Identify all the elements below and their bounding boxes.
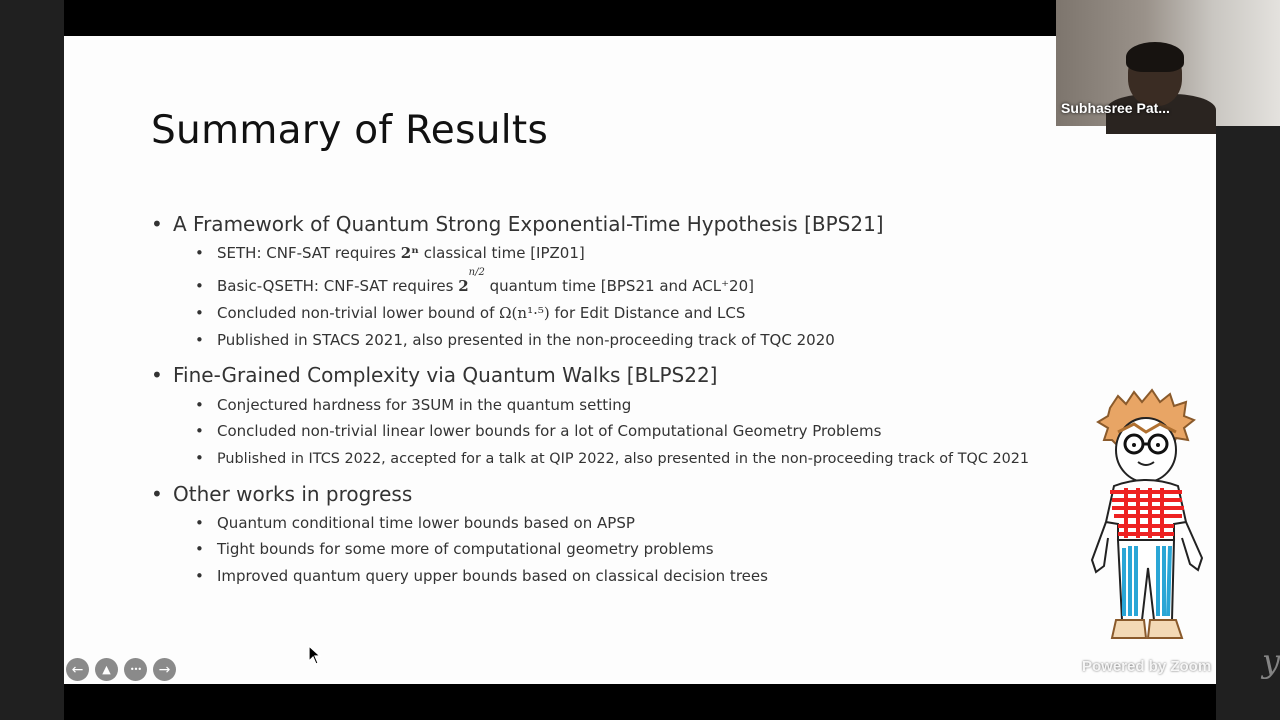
- math-exponent: n/2: [468, 267, 485, 278]
- list-item: [195, 331, 835, 349]
- mouse-cursor-icon: [308, 645, 322, 665]
- presentation-slide: [64, 36, 1280, 684]
- item-text: SETH: CNF-SAT requires: [217, 244, 401, 262]
- bullet-icon: •: [195, 244, 204, 262]
- bullet-icon: •: [195, 304, 204, 322]
- item-text: Published in ITCS 2022, accepted for a talk at QIP 2022, also presented in the non-proceeding track of TQC 2021: [217, 451, 1030, 467]
- math-expression: Ω(n¹·⁵): [499, 304, 550, 322]
- bullet-icon: •: [195, 514, 204, 532]
- bullet-icon: •: [195, 422, 204, 440]
- bullet-icon: •: [151, 482, 163, 506]
- bullet-icon: •: [195, 449, 204, 467]
- list-item: [195, 267, 754, 295]
- item-text: Conjectured hardness for 3SUM in the quantum setting: [217, 396, 632, 414]
- bullet-icon: •: [151, 363, 163, 387]
- bullet-icon: •: [195, 540, 204, 558]
- participant-hair: [1126, 42, 1184, 72]
- list-item: [195, 540, 714, 558]
- bullet-icon: •: [195, 331, 204, 349]
- item-text: for Edit Distance and LCS: [549, 304, 746, 322]
- item-text: Basic-QSETH: CNF-SAT requires: [217, 277, 459, 295]
- cartoon-character-icon: [1082, 388, 1216, 648]
- item-text: classical time [IPZ01]: [418, 244, 585, 262]
- bullet-icon: •: [195, 277, 204, 295]
- list-item: [195, 422, 881, 440]
- section-heading: [151, 482, 412, 506]
- participant-video[interactable]: [1056, 0, 1280, 126]
- participant-name: Subhasree Pat...: [1061, 100, 1170, 116]
- list-item: [195, 567, 768, 585]
- left-letterbox: [0, 0, 64, 720]
- list-item: [195, 304, 745, 322]
- list-item: [195, 396, 631, 414]
- section-heading-text: Fine-Grained Complexity via Quantum Walks [BLPS22]: [173, 363, 718, 387]
- item-text: Concluded non-trivial lower bound of: [217, 304, 500, 322]
- item-text: Tight bounds for some more of computational geometry problems: [217, 540, 714, 558]
- list-item: [195, 244, 585, 262]
- slide-navigation: [66, 658, 176, 682]
- list-item: [195, 514, 635, 532]
- item-text: quantum time [BPS21 and ACL⁺20]: [484, 277, 754, 295]
- item-text: Quantum conditional time lower bounds based on APSP: [217, 514, 635, 532]
- math-expression: 2ⁿ: [400, 244, 419, 262]
- zoom-watermark: Powered by Zoom: [1082, 658, 1212, 675]
- section-heading-text: A Framework of Quantum Strong Exponential-Time Hypothesis [BPS21]: [173, 212, 884, 236]
- pointer-tool-button[interactable]: ▲: [95, 658, 118, 681]
- math-expression: 2: [458, 277, 469, 295]
- section-heading: [151, 363, 717, 387]
- bullet-icon: •: [195, 396, 204, 414]
- bullet-icon: •: [195, 567, 204, 585]
- item-text: Published in STACS 2021, also presented in the non-proceeding track of TQC 2020: [217, 331, 835, 349]
- previous-slide-button[interactable]: ←: [66, 658, 89, 681]
- section-heading: [151, 212, 884, 236]
- item-text: Concluded non-trivial linear lower bounds for a lot of Computational Geometry Problems: [217, 422, 882, 440]
- item-text: Improved quantum query upper bounds based on classical decision trees: [217, 567, 768, 585]
- list-item: [195, 449, 1029, 467]
- next-slide-button[interactable]: →: [153, 658, 176, 681]
- bullet-icon: •: [151, 212, 163, 236]
- slide-title: Summary of Results: [151, 108, 549, 153]
- watermark-letter: y: [1262, 642, 1280, 680]
- more-options-button[interactable]: •••: [124, 658, 147, 681]
- section-heading-text: Other works in progress: [173, 482, 413, 506]
